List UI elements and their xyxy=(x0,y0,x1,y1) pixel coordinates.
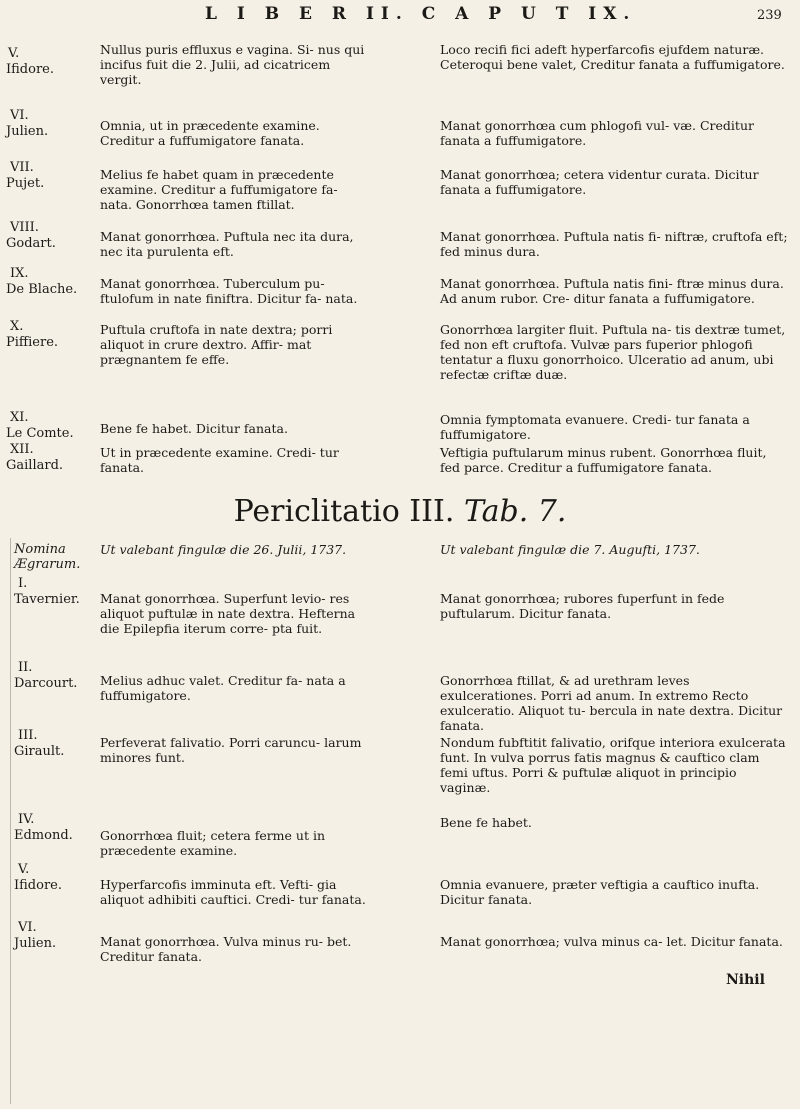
patient-name: Pujet. xyxy=(6,176,45,191)
table2-cell-col1: Melius adhuc valet. Creditur fa- nata a fuffumigatore. xyxy=(100,673,346,703)
table2-cell-col2: Manat gonorrhœa; vulva minus ca- let. Dicitur fanata. xyxy=(440,934,783,949)
page-number: 239 xyxy=(757,8,782,23)
patient-name: De Blache. xyxy=(6,282,78,297)
table1-cell-col2: Veftigia puftularum minus rubent. Gonorrhœa fluit, fed parce. Creditur a fuffumigatore fanata. xyxy=(440,445,767,475)
patient-name: Le Comte. xyxy=(6,426,74,441)
table2-cell-col2: Omnia evanuere, præter veftigia a cauftico inufta. Dicitur fanata. xyxy=(440,877,760,907)
table1-cell-col2: Gonorrhœa largiter fluit. Puftula na- tis dextræ tumet, fed non eft cruftofa. Vulvæ pars fuperior phlogofi tentatur a fluxu gonorrhoico. Ulceratio ad anum, ubi refectæ criftæ duæ. xyxy=(440,322,786,382)
patient-name: Darcourt. xyxy=(14,676,78,691)
patient-name: Girault. xyxy=(14,744,65,759)
table2-cell-col2: Manat gonorrhœa; rubores fuperfunt in fede puftularum. Dicitur fanata. xyxy=(440,591,725,621)
row-roman: XII. xyxy=(10,442,34,457)
row-roman: II. xyxy=(18,660,33,675)
patient-name: Ifidore. xyxy=(14,878,62,893)
row-roman: III. xyxy=(18,728,38,743)
patient-name: Gaillard. xyxy=(6,458,64,473)
table1-cell-col2: Manat gonorrhœa cum phlogofi vul- væ. Creditur fanata a fuffumigatore. xyxy=(440,118,754,148)
table2-cell-col1: Gonorrhœa fluit; cetera ferme ut in præcedente examine. xyxy=(100,828,326,858)
patient-name: Ifidore. xyxy=(6,62,54,77)
patient-name: Julien. xyxy=(6,124,49,139)
table2-cell-col1: Perfeverat falivatio. Porri caruncu- larum minores funt. xyxy=(100,735,362,765)
section-heading xyxy=(0,494,800,530)
table1-cell-col1: Manat gonorrhœa. Puftula nec ita dura, nec ita purulenta eft. xyxy=(100,229,354,259)
table2-cell-col2: Bene fe habet. xyxy=(440,815,532,830)
row-roman: X. xyxy=(10,319,24,334)
table1-cell-col2: Loco recifi fici adeft hyperfarcofis ejufdem naturæ. Ceteroqui bene valet, Creditur fanata a fuffumigatore. xyxy=(440,42,785,72)
row-roman: XI. xyxy=(10,410,29,425)
table1-cell-col1: Bene fe habet. Dicitur fanata. xyxy=(100,421,288,436)
table1-cell-col2: Manat gonorrhœa. Puftula natis fini- ftræ minus dura. Ad anum rubor. Cre- ditur fanata a fuffumigatore. xyxy=(440,276,784,306)
row-roman: VI. xyxy=(10,108,29,123)
table1-cell-col2: Omnia fymptomata evanuere. Credi- tur fanata a fuffumigatore. xyxy=(440,412,750,442)
patient-name: Tavernier. xyxy=(14,592,80,607)
table1-cell-col1: Puftula cruftofa in nate dextra; porri aliquot in crure dextro. Affir- mat prægnantem fe effe. xyxy=(100,322,333,367)
table1-cell-col1: Omnia, ut in præcedente examine. Creditur a fuffumigatore fanata. xyxy=(100,118,320,148)
row-roman: VII. xyxy=(10,160,34,175)
patient-name: Piffiere. xyxy=(6,335,59,350)
patient-name: Julien. xyxy=(14,936,57,951)
table1-cell-col1: Melius fe habet quam in præcedente examine. Creditur a fuffumigatore fa- nata. Gonorrhœa tamen ftillat. xyxy=(100,167,338,212)
running-header xyxy=(0,4,800,34)
table1-cell-col1: Nullus puris effluxus e vagina. Si- nus qui incifus fuit die 2. Julii, ad cicatricem vergit. xyxy=(100,42,365,87)
patient-name: Edmond. xyxy=(14,828,73,843)
section-tab: Tab. 7. xyxy=(463,494,567,529)
row-roman: VIII. xyxy=(10,220,39,235)
row-roman: IX. xyxy=(10,266,29,281)
table1-cell-col1: Ut in præcedente examine. Credi- tur fanata. xyxy=(100,445,339,475)
table1-cell-col2: Manat gonorrhœa; cetera videntur curata. Dicitur fanata a fuffumigatore. xyxy=(440,167,759,197)
table2-cell-col1: Hyperfarcofis imminuta eft. Vefti- gia aliquot adhibiti cauftici. Credi- tur fanata. xyxy=(100,877,366,907)
col-header-date1: Ut valebant fingulæ die 26. Julii, 1737. xyxy=(100,542,347,557)
table2-cell-col1: Manat gonorrhœa. Vulva minus ru- bet. Creditur fanata. xyxy=(100,934,352,964)
table2-cell-col2: Nondum fubftitit falivatio, orifque interiora exulcerata funt. In vulva porrus fatis magnus & cauftico clam femi uftus. Porri & puftulæ aliquot in principio vaginæ. xyxy=(440,735,786,795)
margin-rule xyxy=(10,538,11,1104)
row-roman: I. xyxy=(18,576,28,591)
col-header-date2: Ut valebant fingulæ die 7. Augufti, 1737. xyxy=(440,542,700,557)
table2-cell-col2: Gonorrhœa ftillat, & ad urethram leves exulcerationes. Porri ad anum. In extremo Recto exulceratio. Aliquot tu- bercula in nate dextra. Dicitur fanata. xyxy=(440,673,783,733)
catchword: Nihil xyxy=(726,972,765,988)
row-roman: V. xyxy=(8,46,20,61)
table2-cell-col1: Manat gonorrhœa. Superfunt levio- res aliquot puftulæ in nate dextra. Hefterna die Epilepfia iterum corre- pta fuit. xyxy=(100,591,356,636)
col-header-names: Nomina Ægrarum. xyxy=(14,542,81,572)
section-title: Periclitatio III. xyxy=(233,494,455,529)
row-roman: VI. xyxy=(18,920,37,935)
running-title: L I B E R II. C A P U T IX. xyxy=(205,4,637,24)
patient-name: Godart. xyxy=(6,236,56,251)
table1-cell-col2: Manat gonorrhœa. Puftula natis fi- niftræ, cruftofa eft; fed minus dura. xyxy=(440,229,788,259)
row-roman: IV. xyxy=(18,812,35,827)
row-roman: V. xyxy=(18,862,30,877)
table1-cell-col1: Manat gonorrhœa. Tuberculum pu- ftulofum in nate finiftra. Dicitur fa- nata. xyxy=(100,276,358,306)
